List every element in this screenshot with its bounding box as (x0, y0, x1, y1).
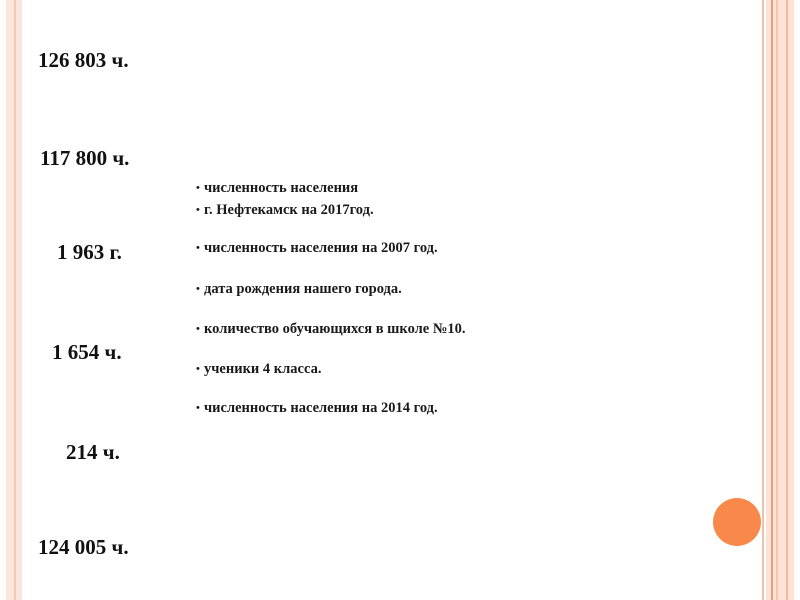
number-item: 1 654 ч. (52, 340, 122, 364)
list-item (196, 400, 438, 417)
bullet-icon: • (196, 242, 200, 254)
description-text: численность населения (204, 180, 359, 196)
description-text: численность населения на 2007 год. (204, 240, 438, 256)
number-item: 214 ч. (66, 440, 120, 464)
number-item: 117 800 ч. (40, 146, 130, 170)
description-text: дата рождения нашего города. (204, 281, 402, 297)
right-border-line (771, 0, 773, 600)
description-text: г. Нефтекамск на 2017год. (204, 202, 374, 218)
description-text: численность населения на 2014 год. (204, 400, 438, 416)
description-text: количество обучающихся в школе №10. (204, 321, 466, 337)
list-item (196, 202, 374, 219)
number-item: 1 963 г. (57, 240, 122, 264)
number-item: 126 803 ч. (38, 48, 129, 72)
description-text: ученики 4 класса. (204, 361, 322, 377)
right-border-line (786, 0, 788, 600)
list-item (196, 180, 358, 197)
right-border-line (776, 0, 778, 600)
bullet-icon: • (196, 363, 200, 375)
bullet-icon: • (196, 204, 200, 216)
bullet-icon: • (196, 323, 200, 335)
bullet-icon: • (196, 182, 200, 194)
left-border-decoration (6, 0, 22, 600)
number-item: 124 005 ч. (38, 535, 129, 559)
list-item (196, 361, 321, 378)
list-item (196, 281, 402, 298)
list-item (196, 321, 466, 338)
right-border-line (762, 0, 764, 600)
bullet-icon: • (196, 283, 200, 295)
bullet-icon: • (196, 402, 200, 414)
list-item (196, 240, 438, 257)
orange-circle-decoration (713, 498, 761, 546)
